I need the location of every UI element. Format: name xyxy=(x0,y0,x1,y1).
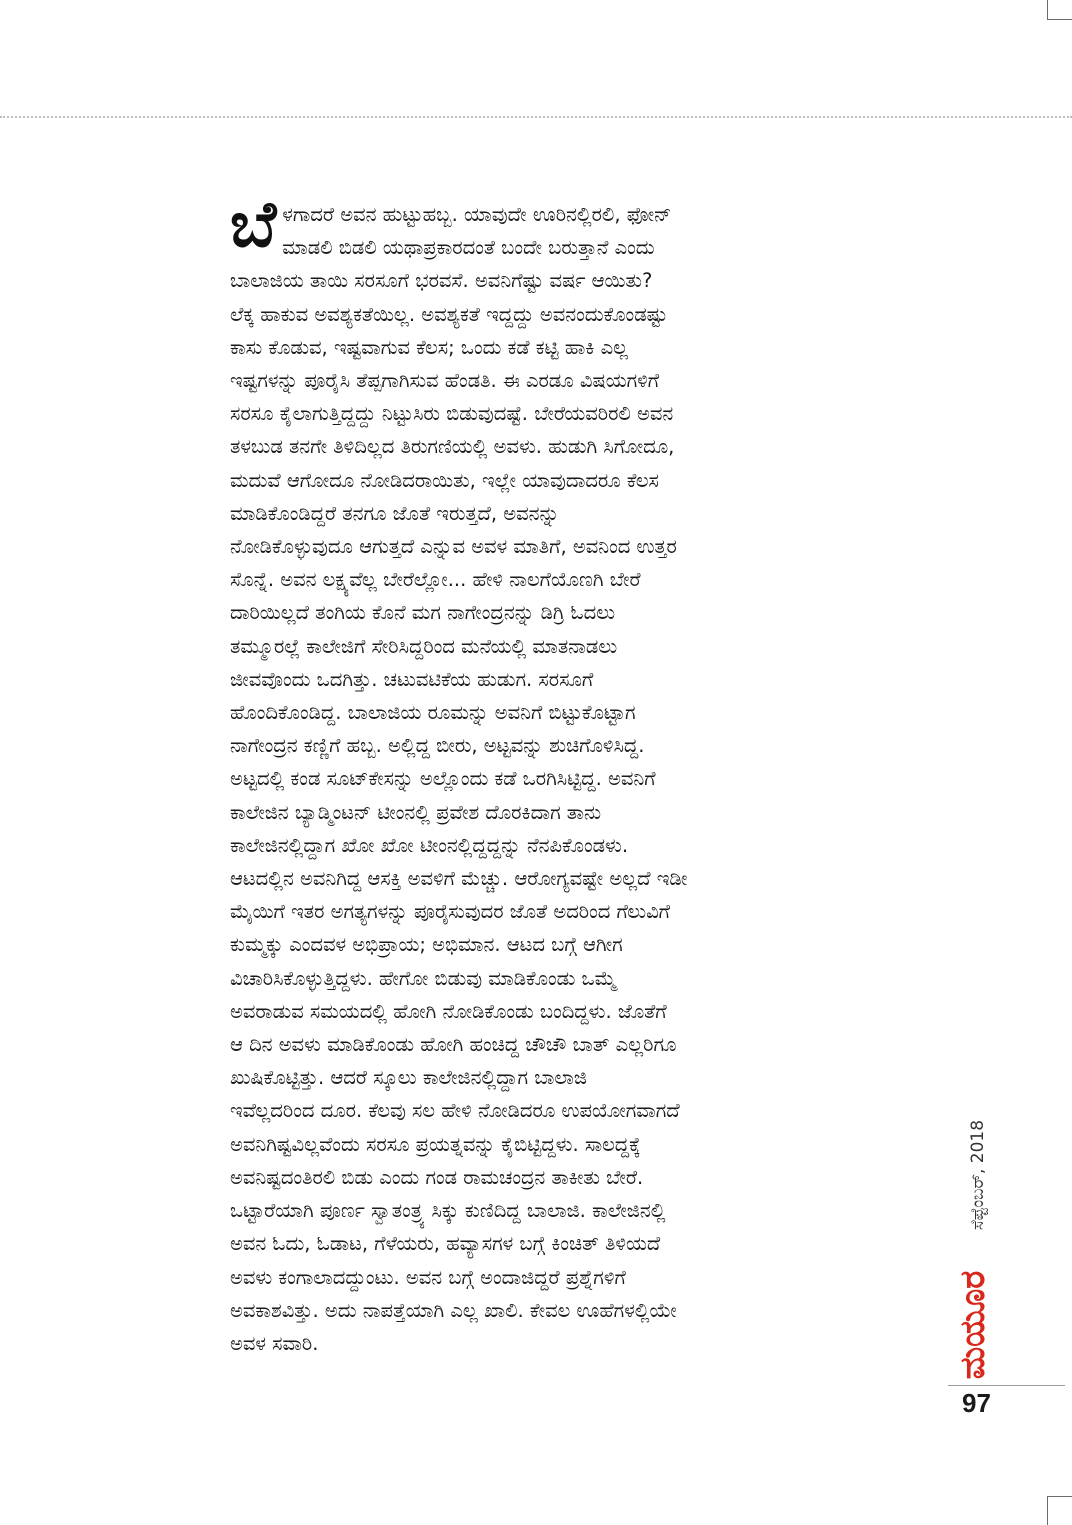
crop-mark-top-vertical xyxy=(1047,0,1048,20)
article-line: ಅವರಾಡುವ ಸಮಯದಲ್ಲಿ ಹೋಗಿ ನೋಡಿಕೊಂಡು ಬಂದಿದ್ದಳು. ಜೊತೆಗೆ xyxy=(230,999,667,1023)
article-line: ತಳಬುಡ ತನಗೇ ತಿಳಿದಿಲ್ಲದ ತಿರುಗಣಿಯಲ್ಲಿ ಅವಳು. ಹುಡುಗಿ ಸಿಗೋದೂ, xyxy=(230,435,675,459)
article-line: ಸರಸೂ ಕೈಲಾಗುತ್ತಿದ್ದದ್ದು ನಿಟ್ಟುಸಿರು ಬಿಡುವುದಷ್ಟೆ. ಬೇರೆಯವರಿರಲಿ ಅವನ xyxy=(230,402,674,426)
article-line: ವಿಚಾರಿಸಿಕೊಳ್ಳುತ್ತಿದ್ದಳು. ಹೇಗೋ ಬಿಡುವು ಮಾಡಿಕೊಂಡು ಒಮ್ಮೆ xyxy=(230,966,617,990)
article-line: ಒಟ್ಟಾರೆಯಾಗಿ ಪೂರ್ಣ ಸ್ವಾತಂತ್ರ್ಯ ಸಿಕ್ಕು ಕುಣಿದಿದ್ದ ಬಾಲಾಜಿ. ಕಾಲೇಜಿನಲ್ಲಿ xyxy=(230,1199,666,1223)
article-line: ಹೊಂದಿಕೊಂಡಿದ್ದ. ಬಾಲಾಜಿಯ ರೂಮನ್ನು ಅವನಿಗೆ ಬಿಟ್ಟುಕೊಟ್ಟಾಗ xyxy=(230,701,636,725)
article-line: ಆ ದಿನ ಅವಳು ಮಾಡಿಕೊಂಡು ಹೋಗಿ ಹಂಚಿದ್ದ ಚೌಚೌ ಬಾತ್ ಎಲ್ಲರಿಗೂ xyxy=(230,1033,677,1057)
issue-date xyxy=(958,1085,998,1265)
article-line: ಳಗಾದರೆ ಅವನ ಹುಟ್ಟುಹಬ್ಬ. ಯಾವುದೇ ಊರಿನಲ್ಲಿರಲಿ, ಫೋನ್ xyxy=(282,203,672,226)
article-line: ಮದುವೆ ಆಗೋದೂ ನೋಡಿದರಾಯಿತು, ಇಲ್ಲೇ ಯಾವುದಾದರೂ ಕೆಲಸ xyxy=(230,468,659,492)
article-line: ಅವನ ಓದು, ಓಡಾಟ, ಗೆಳೆಯರು, ಹವ್ಯಾಸಗಳ ಬಗ್ಗೆ ಕಿಂಚಿತ್ ತಿಳಿಯದೆ xyxy=(230,1232,661,1256)
article-line: ದಾರಿಯಿಲ್ಲದೆ ತಂಗಿಯ ಕೊನೆ ಮಗ ನಾಗೇಂದ್ರನನ್ನು ಡಿಗ್ರಿ ಓದಲು xyxy=(230,601,616,625)
article-line: ಕುಮ್ಮಕ್ಕು ಎಂದವಳ ಅಭಿಪ್ರಾಯ; ಅಭಿಮಾನ. ಆಟದ ಬಗ್ಗೆ ಆಗೀಗ xyxy=(230,933,623,957)
article-line: ಕಾಸು ಕೊಡುವ, ಇಷ್ಟವಾಗುವ ಕೆಲಸ; ಒಂದು ಕಡೆ ಕಟ್ಟಿ ಹಾಕಿ ಎಲ್ಲ xyxy=(230,335,629,359)
article-line: ಕಾಲೇಜಿನ ಬ್ಯಾಡ್ಮಿಂಟನ್ ಟೀಂನಲ್ಲಿ ಪ್ರವೇಶ ದೊರಕಿದಾಗ ತಾನು xyxy=(230,800,602,824)
article-line: ಆಟದಲ್ಲಿನ ಅವನಿಗಿದ್ದ ಆಸಕ್ತಿ ಅವಳಿಗೆ ಮೆಚ್ಚು. ಆರೋಗ್ಯವಷ್ಟೇ ಅಲ್ಲದೆ ಇಡೀ xyxy=(230,867,688,891)
article-line: ಇಷ್ಟಗಳನ್ನು ಪೂರೈಸಿ ತೆಪ್ಪಗಾಗಿಸುವ ಹೆಂಡತಿ. ಈ ಎರಡೂ ವಿಷಯಗಳಿಗೆ xyxy=(230,369,660,393)
page-number-rule xyxy=(948,1385,1065,1386)
article-body xyxy=(230,188,870,1360)
article-line: ತಮ್ಮೂರಲ್ಲೆ ಕಾಲೇಜಿಗೆ ಸೇರಿಸಿದ್ದರಿಂದ ಮನೆಯಲ್ಲಿ ಮಾತನಾಡಲು xyxy=(230,634,618,658)
article-line: ಮೈಯಿಗೆ ಇತರ ಅಗತ್ಯಗಳನ್ನು ಪೂರೈಸುವುದರ ಜೊತೆ ಅದರಿಂದ ಗೆಲುವಿಗೆ xyxy=(230,900,670,924)
crop-mark-bottom-vertical xyxy=(1047,1496,1048,1525)
article-line: ಅವನಿಷ್ಟದಂತಿರಲಿ ಬಿಡು ಎಂದು ಗಂಡ ರಾಮಚಂದ್ರನ ತಾಕೀತು ಬೇರೆ. xyxy=(230,1165,644,1189)
article-line: ಇವೆಲ್ಲದರಿಂದ ದೂರ. ಕೆಲವು ಸಲ ಹೇಳಿ ನೋಡಿದರೂ ಉಪಯೋಗವಾಗದೆ xyxy=(230,1099,680,1123)
article-line: ಅವನಿಗಿಷ್ಟವಿಲ್ಲವೆಂದು ಸರಸೂ ಪ್ರಯತ್ನವನ್ನು ಕೈಬಿಟ್ಟಿದ್ದಳು. ಸಾಲದ್ದಕ್ಕೆ xyxy=(230,1132,641,1156)
article-line: ಸೊನ್ನೆ. ಅವನ ಲಕ್ಷ್ಯವೆಲ್ಲ ಬೇರೆಲ್ಲೋ... ಹೇಳಿ ನಾಲಗೆಯೊಣಗಿ ಬೇರೆ xyxy=(230,568,641,592)
article-line: ಮಾಡಲಿ ಬಿಡಲಿ ಯಥಾಪ್ರಕಾರದಂತೆ ಬಂದೇ ಬರುತ್ತಾನೆ ಎಂದು xyxy=(282,236,655,260)
article-line: ನಾಗೇಂದ್ರನ ಕಣ್ಣಿಗೆ ಹಬ್ಬ. ಅಲ್ಲಿದ್ದ ಬೀರು, ಅಟ್ಟವನ್ನು ಶುಚಿಗೊಳಿಸಿದ್ದ. xyxy=(230,734,645,758)
article-line: ಜೀವವೊಂದು ಒದಗಿತ್ತು. ಚಟುವಟಿಕೆಯ ಹುಡುಗ. ಸರಸೂಗೆ xyxy=(230,667,594,691)
article-line: ಅವಳ ಸವಾರಿ. xyxy=(230,1331,319,1355)
crop-mark-top-horizontal xyxy=(1047,19,1072,20)
article-line: ಅವಳು ಕಂಗಾಲಾದದ್ದುಂಟು. ಅವನ ಬಗ್ಗೆ ಅಂದಾಜಿದ್ದರೆ ಪ್ರಶ್ನೆಗಳಿಗೆ xyxy=(230,1265,626,1289)
article-line: ಬಾಲಾಜಿಯ ತಾಯಿ ಸರಸೂಗೆ ಭರವಸೆ. ಅವನಿಗೆಷ್ಟು ವರ್ಷ ಆಯಿತು? xyxy=(230,269,653,293)
crop-mark-bottom-horizontal xyxy=(1047,1496,1072,1497)
issue-date-text: ಸೆಪ್ಟೆಂಬರ್, 2018 xyxy=(968,1119,988,1231)
magazine-name: ಮಯೂರ xyxy=(953,1270,993,1380)
article-line: ಕಾಲೇಜಿನಲ್ಲಿದ್ದಾಗ ಖೋ ಖೋ ಟೀಂನಲ್ಲಿದ್ದದ್ದನ್ನು ನೆನಪಿಕೊಂಡಳು. xyxy=(230,833,629,857)
article-line: ಅವಕಾಶವಿತ್ತು. ಅದು ನಾಪತ್ತೆಯಾಗಿ ಎಲ್ಲ ಖಾಲಿ. ಕೇವಲ ಊಹೆಗಳಲ್ಲಿಯೇ xyxy=(230,1298,677,1322)
dotted-divider xyxy=(0,116,1072,118)
drop-cap: ಬೆ xyxy=(230,188,277,262)
article-line: ಮಾಡಿಕೊಂಡಿದ್ದರೆ ತನಗೂ ಜೊತೆ ಇರುತ್ತದೆ, ಅವನನ್ನು xyxy=(230,501,560,525)
article-line: ಖುಷಿಕೊಟ್ಟಿತ್ತು. ಆದರೆ ಸ್ಕೂಲು ಕಾಲೇಜಿನಲ್ಲಿದ್ದಾಗ ಬಾಲಾಜಿ xyxy=(230,1066,588,1090)
page-number: 97 xyxy=(962,1388,991,1418)
article-line: ಲೆಕ್ಕ ಹಾಕುವ ಅವಶ್ಯಕತೆಯಿಲ್ಲ. ಅವಶ್ಯಕತೆ ಇದ್ದದ್ದು ಅವನಂದುಕೊಂಡಷ್ಟು xyxy=(230,302,668,326)
article-line: ಅಟ್ಟದಲ್ಲಿ ಕಂಡ ಸೂಟ್‌ಕೇಸನ್ನು ಅಲ್ಲೊಂದು ಕಡೆ ಒರಗಿಸಿಟ್ಟಿದ್ದ. ಅವನಿಗೆ xyxy=(230,767,656,791)
article-line: ನೋಡಿಕೊಳ್ಳುವುದೂ ಆಗುತ್ತದೆ ಎನ್ನುವ ಅವಳ ಮಾತಿಗೆ, ಅವನಿಂದ ಉತ್ತರ xyxy=(230,535,677,559)
magazine-logo xyxy=(950,1272,996,1378)
